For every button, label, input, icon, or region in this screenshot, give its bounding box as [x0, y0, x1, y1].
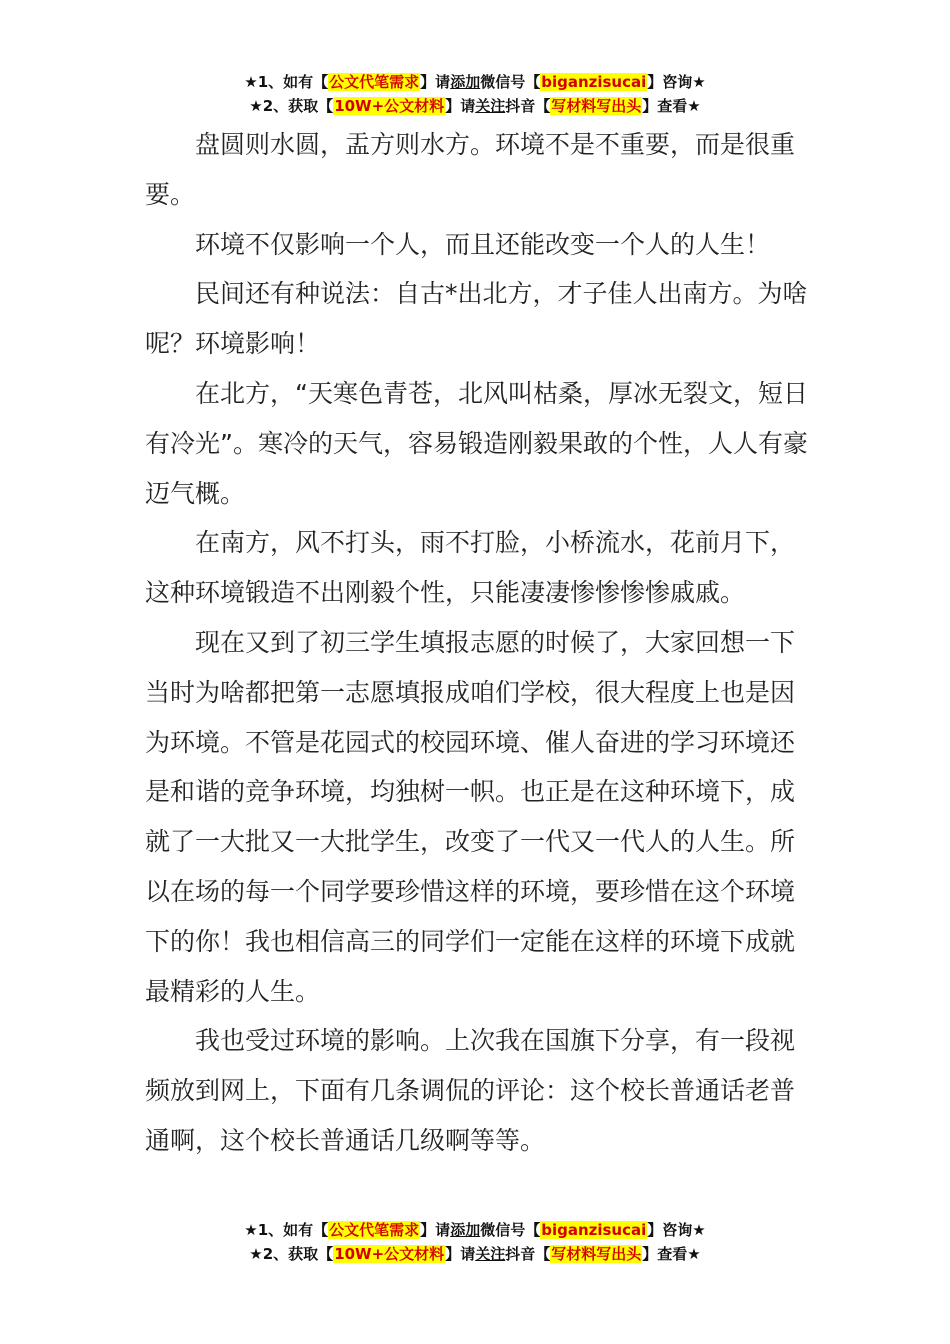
paragraph: 我也受过环境的影响。上次我在国旗下分享，有一段视频放到网上，下面有几条调侃的评论：这个校长普通话老普通啊，这个校长普通话几级啊等等。 [145, 1026, 796, 1155]
banner-text: 微信号【 [480, 73, 541, 91]
banner-line-1 [0, 1218, 950, 1242]
banner-highlight: 公文代笔需求 [329, 73, 420, 91]
banner-text: 】请 [420, 1221, 451, 1239]
banner-douyin-account: 写材料写出头 [551, 97, 642, 115]
banner-douyin-account: 写材料写出头 [551, 1245, 642, 1263]
banner-text: 抖音【 [505, 1245, 551, 1263]
banner-text: 】查看★ [642, 97, 701, 115]
paragraph: 现在又到了初三学生填报志愿的时候了，大家回想一下当时为啥都把第一志愿填报成咱们学校，很大程度上也是因为环境。不管是花园式的校园环境、催人奋进的学习环境还是和谐的竞争环境，均独树一帜。也正是在这种环境下，成就了一大批又一大批学生，改变了一代又一代人的人生。所以在场的每一个同学要珍惜这样的环境，要珍惜在这个环境下的你！我也相信高三的同学们一定能在这样的环境下成就最精彩的人生。 [145, 627, 796, 1006]
paragraph: 民间还有种说法：自古*出北方，才子佳人出南方。为啥呢？环境影响！ [145, 279, 808, 359]
banner-text: 】请 [445, 97, 476, 115]
header-banner [0, 70, 950, 118]
banner-text: 】咨询★ [647, 73, 706, 91]
document-body [145, 120, 810, 1166]
banner-text: 抖音【 [505, 97, 551, 115]
paragraph: 在南方，风不打头，雨不打脸，小桥流水，花前月下，这种环境锻造不出刚毅个性，只能凄凄惨惨惨惨戚戚。 [145, 528, 796, 608]
banner-underline: 关注 [475, 97, 506, 115]
banner-text: ★1、如有【 [244, 73, 329, 91]
banner-highlight: 公文代笔需求 [329, 1221, 420, 1239]
footer-banner [0, 1218, 950, 1266]
banner-text: ★2、获取【 [249, 97, 334, 115]
paragraph: 在北方，“天寒色青苍，北风叫枯桑，厚冰无裂文，短日有冷光”。寒冷的天气，容易锻造刚毅果敢的个性，人人有豪迈气概。 [145, 378, 808, 508]
banner-line-2 [0, 94, 950, 118]
banner-text: 】请 [420, 73, 451, 91]
banner-wechat-id: biganzisucai [541, 1221, 647, 1239]
banner-wechat-id: biganzisucai [541, 73, 647, 91]
banner-text: 】咨询★ [647, 1221, 706, 1239]
banner-text: 】请 [445, 1245, 476, 1263]
banner-line-1 [0, 70, 950, 94]
banner-highlight: 10W+公文材料 [334, 1245, 445, 1263]
banner-text: 】查看★ [642, 1245, 701, 1263]
banner-underline: 添加 [450, 73, 481, 91]
banner-text: ★1、如有【 [244, 1221, 329, 1239]
banner-highlight: 10W+公文材料 [334, 97, 445, 115]
banner-line-2 [0, 1242, 950, 1266]
banner-underline: 添加 [450, 1221, 481, 1239]
paragraph: 环境不仅影响一个人，而且还能改变一个人的人生！ [195, 229, 771, 259]
paragraph: 盘圆则水圆，盂方则水方。环境不是不重要，而是很重要。 [145, 130, 796, 209]
banner-text: 微信号【 [480, 1221, 541, 1239]
banner-underline: 关注 [475, 1245, 506, 1263]
banner-text: ★2、获取【 [249, 1245, 334, 1263]
